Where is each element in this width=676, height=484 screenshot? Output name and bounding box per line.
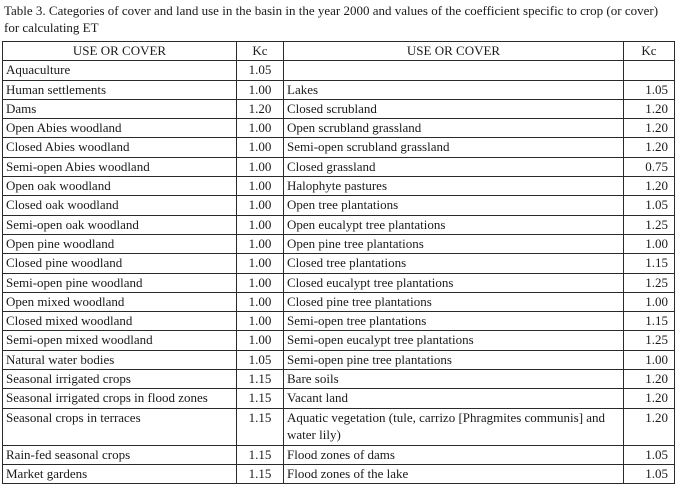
use-or-cover-right-cell: Semi-open eucalypt tree plantations: [284, 331, 624, 350]
use-or-cover-right-cell: Semi-open scrubland grassland: [284, 138, 624, 157]
use-or-cover-left-cell: Natural water bodies: [3, 350, 237, 369]
use-or-cover-right-cell: Closed tree plantations: [284, 254, 624, 273]
kc-right-cell: 0.75: [624, 157, 675, 176]
use-or-cover-right-cell: Semi-open tree plantations: [284, 312, 624, 331]
table-row: [3, 138, 675, 157]
kc-left-cell: 1.00: [237, 215, 284, 234]
use-or-cover-left-cell: Semi-open oak woodland: [3, 215, 237, 234]
use-or-cover-left-cell: Semi-open mixed woodland: [3, 331, 237, 350]
header-use-or-cover-left: USE OR COVER: [3, 42, 237, 61]
use-or-cover-right-cell: Halophyte pastures: [284, 177, 624, 196]
kc-left-cell: 1.05: [237, 61, 284, 80]
table-row: [3, 312, 675, 331]
kc-right-cell: 1.00: [624, 292, 675, 311]
kc-right-cell: 1.20: [624, 119, 675, 138]
kc-left-cell: 1.20: [237, 99, 284, 118]
kc-left-cell: 1.00: [237, 312, 284, 331]
use-or-cover-left-cell: Closed oak woodland: [3, 196, 237, 215]
table-row: [3, 389, 675, 408]
kc-left-cell: 1.00: [237, 196, 284, 215]
table-row: [3, 464, 675, 483]
table-body: [3, 61, 675, 484]
table-row: [3, 80, 675, 99]
table-row: [3, 370, 675, 389]
table-row: [3, 157, 675, 176]
header-kc-right: Kc: [624, 42, 675, 61]
table-row: [3, 445, 675, 464]
table-row: [3, 177, 675, 196]
kc-left-cell: 1.00: [237, 292, 284, 311]
table-row: [3, 331, 675, 350]
use-or-cover-right-cell: Lakes: [284, 80, 624, 99]
header-kc-left: Kc: [237, 42, 284, 61]
kc-left-cell: 1.00: [237, 331, 284, 350]
header-row: [3, 42, 675, 61]
use-or-cover-left-cell: Semi-open Abies woodland: [3, 157, 237, 176]
kc-right-cell: 1.20: [624, 138, 675, 157]
table-row: [3, 196, 675, 215]
use-or-cover-right-cell: Bare soils: [284, 370, 624, 389]
kc-left-cell: 1.15: [237, 464, 284, 483]
kc-left-cell: 1.15: [237, 408, 284, 445]
use-or-cover-right-cell: Closed grassland: [284, 157, 624, 176]
kc-left-cell: 1.05: [237, 350, 284, 369]
kc-left-cell: 1.00: [237, 234, 284, 253]
kc-right-cell: 1.05: [624, 464, 675, 483]
kc-right-cell: 1.20: [624, 389, 675, 408]
use-or-cover-left-cell: Dams: [3, 99, 237, 118]
kc-left-cell: 1.15: [237, 445, 284, 464]
use-or-cover-right-cell: Semi-open pine tree plantations: [284, 350, 624, 369]
use-or-cover-left-cell: Open Abies woodland: [3, 119, 237, 138]
kc-left-cell: 1.00: [237, 157, 284, 176]
table-row: [3, 350, 675, 369]
use-or-cover-right-cell: Aquatic vegetation (tule, carrizo [Phragmites communis] and water lily): [284, 408, 624, 445]
use-or-cover-right-cell: Open scrubland grassland: [284, 119, 624, 138]
use-or-cover-right-cell: Flood zones of the lake: [284, 464, 624, 483]
use-or-cover-left-cell: Seasonal crops in terraces: [3, 408, 237, 445]
kc-right-cell: 1.20: [624, 99, 675, 118]
kc-left-cell: 1.00: [237, 177, 284, 196]
kc-right-cell: 1.15: [624, 312, 675, 331]
use-or-cover-right-cell: [284, 61, 624, 80]
kc-right-cell: 1.00: [624, 234, 675, 253]
kc-right-cell: 1.25: [624, 273, 675, 292]
use-or-cover-left-cell: Seasonal irrigated crops: [3, 370, 237, 389]
use-or-cover-left-cell: Open mixed woodland: [3, 292, 237, 311]
kc-left-cell: 1.00: [237, 273, 284, 292]
use-or-cover-right-cell: Open pine tree plantations: [284, 234, 624, 253]
kc-right-cell: 1.05: [624, 80, 675, 99]
table-row: [3, 408, 675, 445]
use-or-cover-left-cell: Human settlements: [3, 80, 237, 99]
kc-right-cell: 1.15: [624, 254, 675, 273]
use-or-cover-left-cell: Closed mixed woodland: [3, 312, 237, 331]
use-or-cover-right-cell: Closed pine tree plantations: [284, 292, 624, 311]
use-or-cover-left-cell: Closed pine woodland: [3, 254, 237, 273]
use-or-cover-left-cell: Seasonal irrigated crops in flood zones: [3, 389, 237, 408]
table-row: [3, 99, 675, 118]
kc-left-cell: 1.00: [237, 138, 284, 157]
use-or-cover-left-cell: Rain-fed seasonal crops: [3, 445, 237, 464]
table-caption: Table 3. Categories of cover and land use in the basin in the year 2000 and values of the coefficient specific to crop (or cover) for calculating ET: [4, 3, 659, 35]
kc-right-cell: 1.05: [624, 196, 675, 215]
table-row: [3, 292, 675, 311]
kc-left-cell: 1.00: [237, 80, 284, 99]
use-or-cover-right-cell: Open tree plantations: [284, 196, 624, 215]
kc-table: [2, 41, 675, 484]
use-or-cover-left-cell: Open pine woodland: [3, 234, 237, 253]
table-row: [3, 254, 675, 273]
use-or-cover-left-cell: Aquaculture: [3, 61, 237, 80]
use-or-cover-left-cell: Open oak woodland: [3, 177, 237, 196]
table-row: [3, 215, 675, 234]
use-or-cover-right-cell: Flood zones of dams: [284, 445, 624, 464]
table-row: [3, 61, 675, 80]
table-row: [3, 273, 675, 292]
kc-left-cell: 1.15: [237, 389, 284, 408]
header-use-or-cover-right: USE OR COVER: [284, 42, 624, 61]
kc-right-cell: 1.00: [624, 350, 675, 369]
kc-right-cell: [624, 61, 675, 80]
use-or-cover-right-cell: Open eucalypt tree plantations: [284, 215, 624, 234]
kc-right-cell: 1.05: [624, 445, 675, 464]
kc-right-cell: 1.20: [624, 177, 675, 196]
use-or-cover-left-cell: Semi-open pine woodland: [3, 273, 237, 292]
table-row: [3, 234, 675, 253]
kc-right-cell: 1.20: [624, 370, 675, 389]
kc-left-cell: 1.00: [237, 119, 284, 138]
use-or-cover-right-cell: Closed eucalypt tree plantations: [284, 273, 624, 292]
kc-left-cell: 1.00: [237, 254, 284, 273]
kc-right-cell: 1.25: [624, 331, 675, 350]
use-or-cover-left-cell: Closed Abies woodland: [3, 138, 237, 157]
use-or-cover-right-cell: Vacant land: [284, 389, 624, 408]
use-or-cover-right-cell: Closed scrubland: [284, 99, 624, 118]
table-row: [3, 119, 675, 138]
kc-left-cell: 1.15: [237, 370, 284, 389]
kc-right-cell: 1.20: [624, 408, 675, 445]
use-or-cover-left-cell: Market gardens: [3, 464, 237, 483]
kc-right-cell: 1.25: [624, 215, 675, 234]
